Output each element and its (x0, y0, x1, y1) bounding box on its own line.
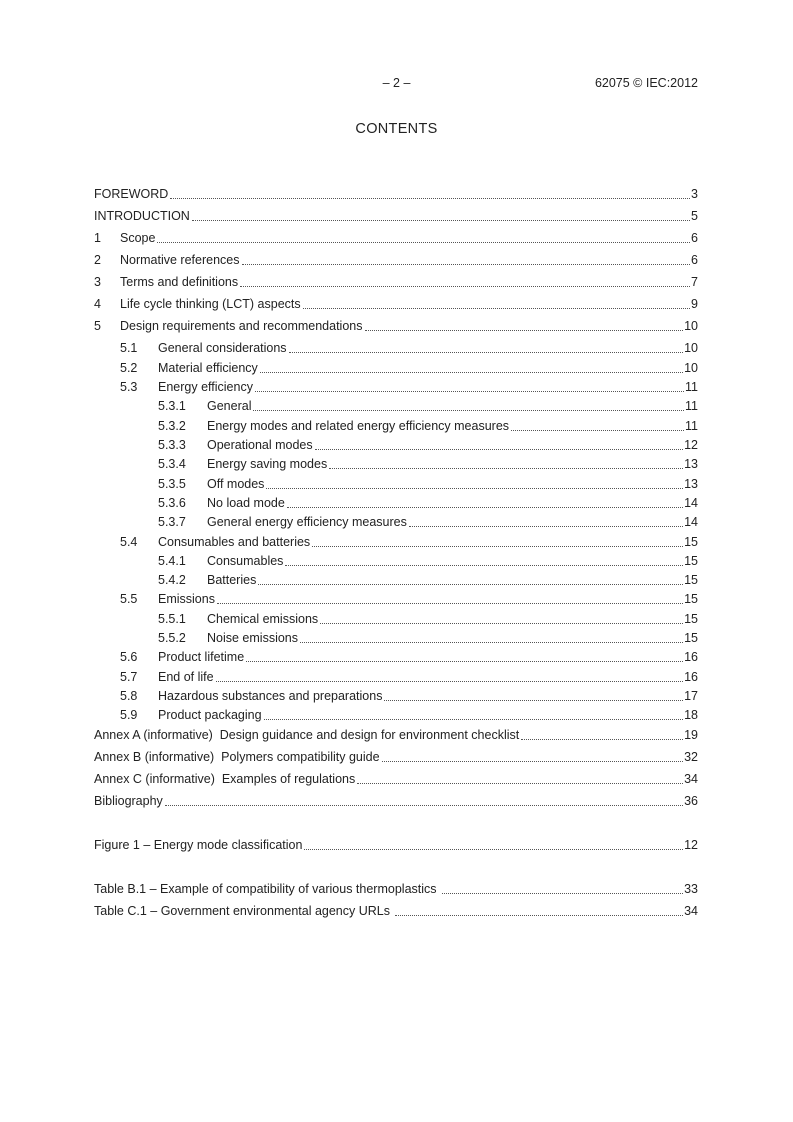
toc-entry-lct-aspects[interactable]: 4 Life cycle thinking (LCT) aspects 9 (94, 296, 698, 312)
toc-entry-normative-references[interactable]: 2 Normative references 6 (94, 252, 698, 268)
toc-entry-5-3-1[interactable]: 5.3.1 General 11 (158, 398, 698, 414)
toc-entry-annex-c[interactable]: Annex C (informative) Examples of regulations 34 (94, 771, 698, 787)
toc-entry-design-requirements[interactable]: 5 Design requirements and recommendations 10 (94, 318, 698, 334)
toc-entry-5-6[interactable]: 5.6 Product lifetime 16 (120, 649, 698, 665)
toc-entry-introduction[interactable]: INTRODUCTION 5 (94, 208, 698, 224)
toc-entry-5-8[interactable]: 5.8 Hazardous substances and preparations 17 (120, 688, 698, 704)
toc-entry-table-b1[interactable]: Table B.1 – Example of compatibility of various thermoplastics 33 (94, 881, 698, 897)
toc-entry-5-3[interactable]: 5.3 Energy efficiency 11 (120, 379, 698, 395)
toc-entry-5-4[interactable]: 5.4 Consumables and batteries 15 (120, 534, 698, 550)
toc-entry-bibliography[interactable]: Bibliography 36 (94, 793, 698, 809)
toc-entry-annex-b[interactable]: Annex B (informative) Polymers compatibility guide 32 (94, 749, 698, 765)
toc-entry-5-3-2[interactable]: 5.3.2 Energy modes and related energy efficiency measures 11 (158, 418, 698, 434)
page-title: CONTENTS (355, 121, 438, 137)
toc-entry-scope[interactable]: 1 Scope 6 (94, 230, 698, 246)
toc-entry-5-9[interactable]: 5.9 Product packaging 18 (120, 707, 698, 723)
toc-entry-foreword[interactable]: FOREWORD 3 (94, 186, 698, 202)
standard-reference: 62075 © IEC:2012 (594, 76, 698, 90)
toc-entry-5-4-2[interactable]: 5.4.2 Batteries 15 (158, 572, 698, 588)
toc-entry-5-4-1[interactable]: 5.4.1 Consumables 15 (158, 553, 698, 569)
toc-entry-5-3-7[interactable]: 5.3.7 General energy efficiency measures 14 (158, 514, 698, 530)
toc-entry-5-3-6[interactable]: 5.3.6 No load mode 14 (158, 495, 698, 511)
toc-entry-5-5-1[interactable]: 5.5.1 Chemical emissions 15 (158, 611, 698, 627)
toc-entry-5-1[interactable]: 5.1 General considerations 10 (120, 340, 698, 356)
toc-entry-annex-a[interactable]: Annex A (informative) Design guidance and design for environment checklist 19 (94, 727, 698, 743)
toc-entry-5-5[interactable]: 5.5 Emissions 15 (120, 591, 698, 607)
toc-entry-table-c1[interactable]: Table C.1 – Government environmental agency URLs 34 (94, 903, 698, 919)
toc-entry-figure-1[interactable]: Figure 1 – Energy mode classification 12 (94, 837, 698, 853)
toc-entry-5-7[interactable]: 5.7 End of life 16 (120, 669, 698, 685)
toc-entry-terms-definitions[interactable]: 3 Terms and definitions 7 (94, 274, 698, 290)
toc-entry-5-3-3[interactable]: 5.3.3 Operational modes 12 (158, 437, 698, 453)
page-number: – 2 – (382, 76, 411, 90)
toc-entry-5-5-2[interactable]: 5.5.2 Noise emissions 15 (158, 630, 698, 646)
toc-entry-5-3-4[interactable]: 5.3.4 Energy saving modes 13 (158, 456, 698, 472)
toc-entry-5-2[interactable]: 5.2 Material efficiency 10 (120, 360, 698, 376)
toc-entry-5-3-5[interactable]: 5.3.5 Off modes 13 (158, 476, 698, 492)
